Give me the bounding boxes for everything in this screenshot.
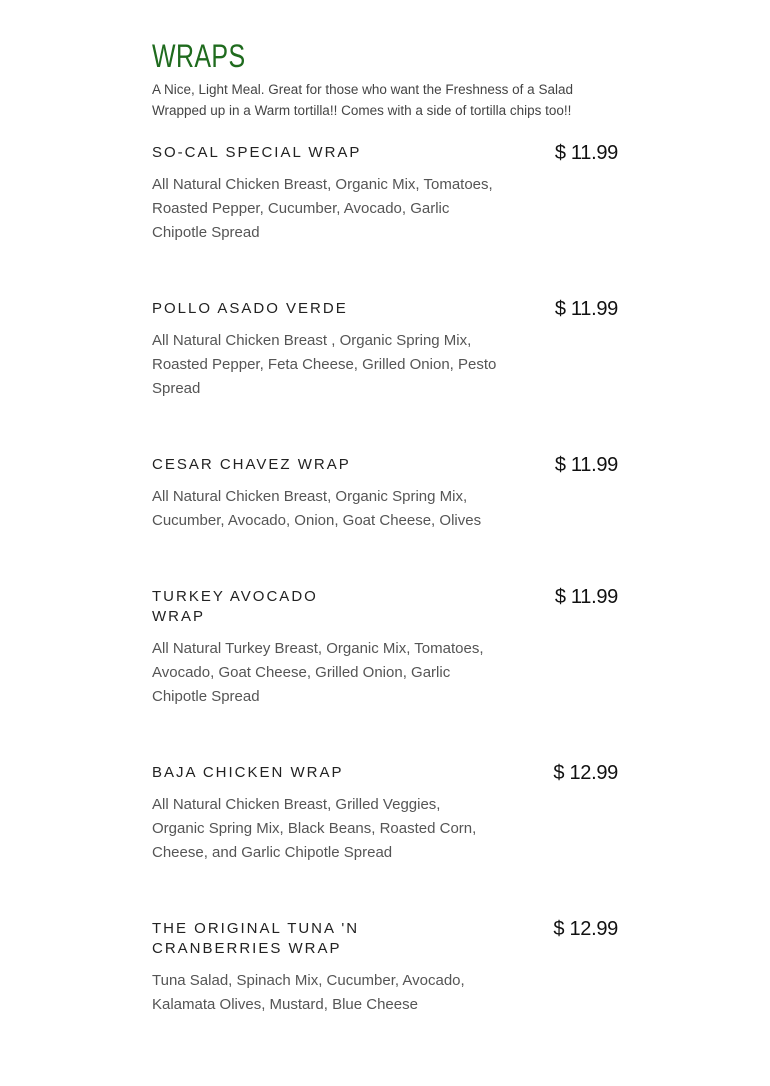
item-description: All Natural Chicken Breast, Organic Spring Mix, Cucumber, Avocado, Onion, Goat Cheese, Olives — [152, 488, 482, 529]
menu-list — [152, 143, 618, 1017]
item-name: BAJA CHICKEN WRAP — [152, 764, 344, 781]
top-divider — [0, 0, 770, 1]
menu-item[interactable] — [152, 299, 618, 401]
item-name: SO-CAL SPECIAL WRAP — [152, 144, 362, 161]
item-description: All Natural Chicken Breast, Grilled Veggies, Organic Spring Mix, Black Beans, Roasted Corn, Cheese, and Garlic Chipotle Spread — [152, 796, 477, 861]
item-description: All Natural Turkey Breast, Organic Mix, Tomatoes, Avocado, Goat Cheese, Grilled Onion, Garlic Chipotle Spread — [152, 640, 484, 705]
menu-item[interactable] — [152, 455, 618, 533]
item-description: All Natural Chicken Breast, Organic Mix, Tomatoes, Roasted Pepper, Cucumber, Avocado, Garlic Chipotle Spread — [152, 176, 493, 241]
menu-item[interactable] — [152, 587, 618, 709]
item-price: $ 12.99 — [553, 918, 618, 940]
menu-item[interactable] — [152, 763, 618, 865]
item-price: $ 12.99 — [553, 762, 618, 784]
menu-item[interactable] — [152, 919, 618, 1017]
item-price: $ 11.99 — [554, 142, 618, 164]
item-name: POLLO ASADO VERDE — [152, 300, 348, 317]
item-price: $ 11.99 — [554, 454, 618, 476]
menu-item[interactable] — [152, 143, 618, 245]
item-name: TURKEY AVOCADO WRAP — [152, 588, 318, 625]
item-description: All Natural Chicken Breast , Organic Spring Mix, Roasted Pepper, Feta Cheese, Grilled Onion, Pesto Spread — [152, 332, 497, 397]
section-description: A Nice, Light Meal. Great for those who want the Freshness of a Salad Wrapped up in a Warm tortilla!! Comes with a side of tortilla chips too!! — [152, 82, 573, 118]
item-name: CESAR CHAVEZ WRAP — [152, 456, 351, 473]
item-price: $ 11.99 — [554, 586, 618, 608]
item-name: THE ORIGINAL TUNA 'N CRANBERRIES WRAP — [152, 920, 360, 957]
wraps-section — [152, 38, 618, 1071]
item-description: Tuna Salad, Spinach Mix, Cucumber, Avocado, Kalamata Olives, Mustard, Blue Cheese — [152, 972, 465, 1013]
item-price: $ 11.99 — [554, 298, 618, 320]
section-title: WRAPS — [152, 38, 246, 74]
